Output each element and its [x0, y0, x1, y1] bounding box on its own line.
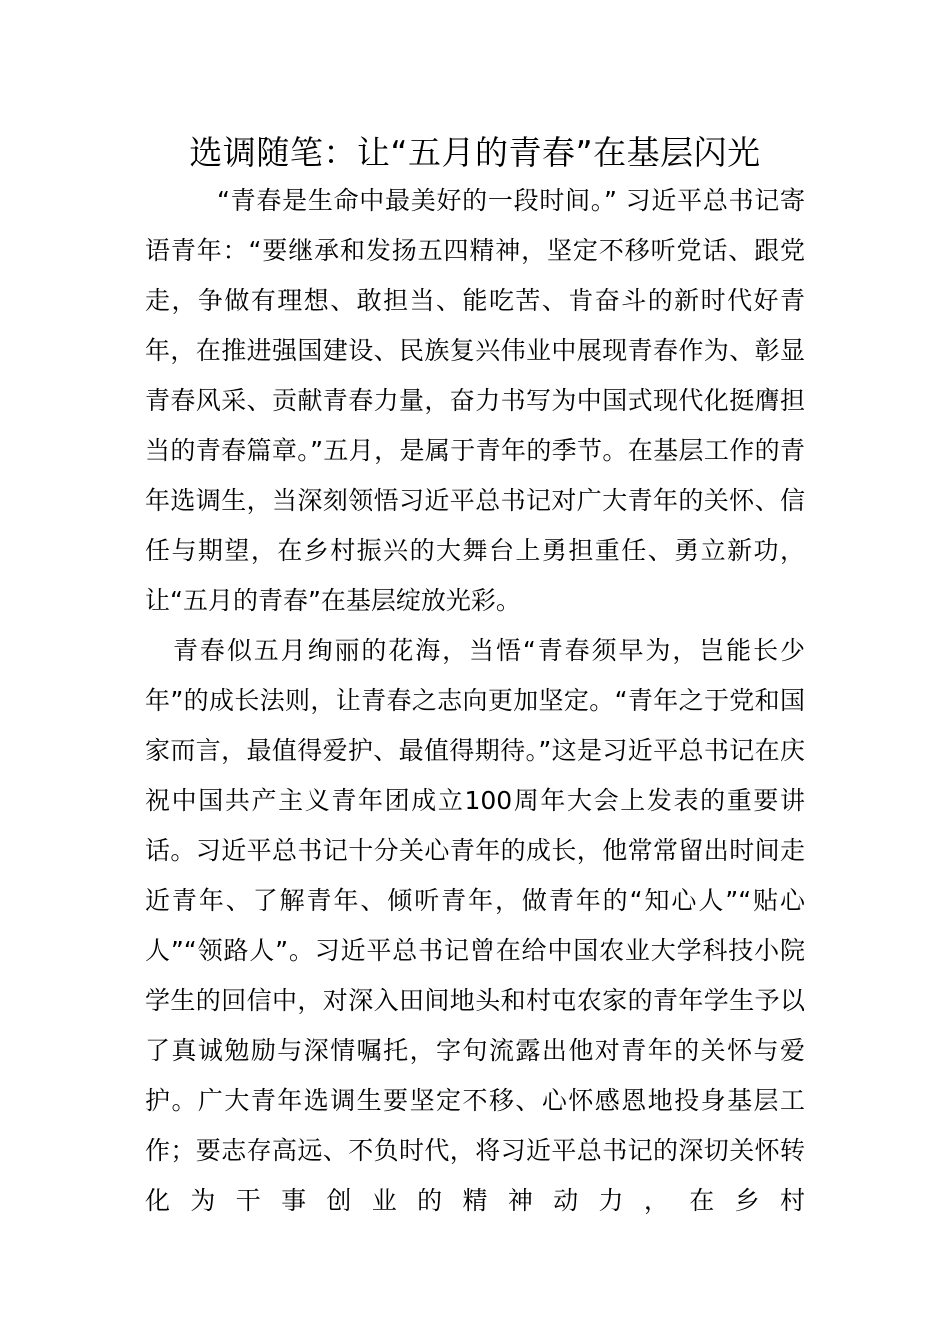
paragraph-1: “青春是生命中最美好的一段时间。” 习近平总书记寄语青年：“要继承和发扬五四精神，坚定不移听党话、跟党走，争做有理想、敢担当、能吃苦、肯奋斗的新时代好青年，在推进强国建设、民族复兴伟业中展现青春作为、彰显青春风采、贡献青春力量，奋力书写为中国式现代化挺膺担当的青春篇章。”五月，是属于青年的季节。在基层工作的青年选调生，当深刻领悟习近平总书记对广大青年的关怀、信任与期望，在乡村振兴的大舞台上勇担重任、勇立新功，让“五月的青春”在基层绽放光彩。	[145, 186, 805, 615]
paragraph-2: 青春似五月绚丽的花海，当悟“青春须早为，岂能长少年”的成长法则，让青春之志向更加坚定。“青年之于党和国家而言，最值得爱护、最值得期待。”这是习近平总书记在庆祝中国共产主义青年团成立100周年大会上发表的重要讲话。习近平总书记十分关心青年的成长，他常常留出时间走近青年、了解青年、倾听青年，做青年的“知心人”“贴心人”“领路人”。习近平总书记曾在给中国农业大学科技小院学生的回信中，对深入田间地头和村屯农家的青年学生予以了真诚勉励与深情嘱托，字句流露出他对青年的关怀与爱护。广大青年选调生要坚定不移、心怀感恩地投身基层工作；要志存高远、不负时代，将习近平总书记的深切关怀转化为干事创业的精神动力，在乡村	[145, 636, 805, 1215]
document-body	[145, 176, 805, 1226]
document-title: 选调随笔：让“五月的青春”在基层闪光	[189, 133, 761, 172]
